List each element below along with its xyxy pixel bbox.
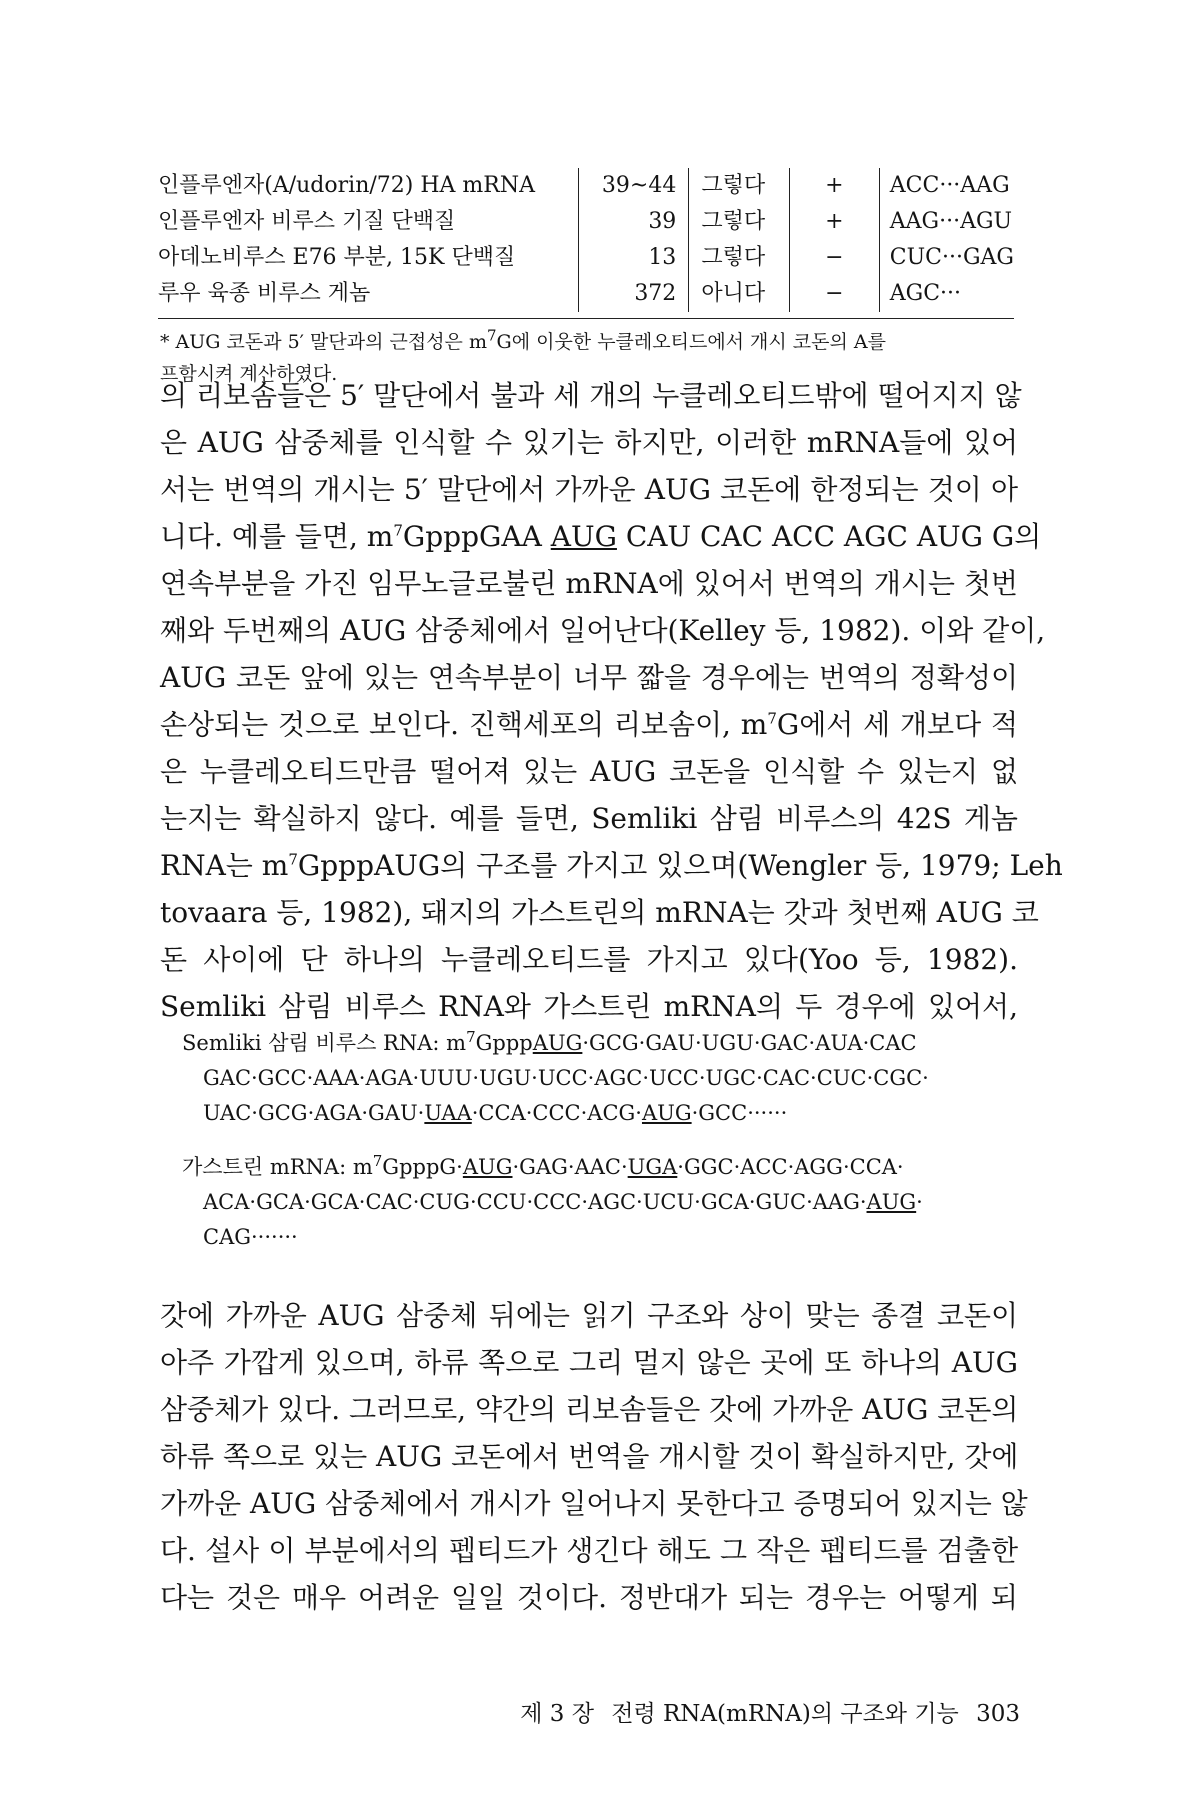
text-run: ACA·GCA·GCA·CAC·CUG·CCU·CCC·AGC·UCU·GCA·GUC·AAG· <box>203 1190 867 1214</box>
text-run: Semliki 삼림 비루스 RNA: m <box>182 1031 467 1055</box>
text-line: 가까운 AUG 삼중체에서 개시가 일어나지 못한다고 증명되어 있지는 않 <box>160 1487 1028 1520</box>
text-run: G에서 세 개보다 적 <box>776 708 1018 741</box>
text-run: GpppG· <box>382 1155 463 1179</box>
table-cell-initiation: − <box>789 276 879 312</box>
table-cell-proximity: 그렇다 <box>689 240 790 276</box>
text-line: 의 리보솜들은 5′ 말단에서 불과 세 개의 누클레오티드밖에 떨어지지 않 <box>160 379 1022 412</box>
table-cell-initiation: − <box>789 240 879 276</box>
table-cell-proximity: 그렇다 <box>689 168 790 204</box>
table-row <box>158 168 1014 204</box>
superscript: 7 <box>486 326 497 345</box>
underlined-codon: AUG <box>532 1031 583 1055</box>
text-run: 니다. 예를 들면, m <box>160 520 394 553</box>
text-line: Semliki 삼림 비루스 RNA와 가스트린 mRNA의 두 경우에 있어서, <box>160 990 1018 1023</box>
underlined-codon: AUG <box>866 1190 917 1214</box>
text-line: 째와 두번째의 AUG 삼중체에서 일어난다(Kelley 등, 1982). 이와 같이, <box>160 614 1046 647</box>
text-run: GpppAUG의 구조를 가지고 있으며(Wengler 등, 1979; Leh <box>297 849 1063 882</box>
chapter-label: 제 3 장 <box>520 1701 594 1727</box>
text-run: ·GAG·AAC· <box>512 1155 628 1179</box>
table-cell-position: 39~44 <box>578 168 689 204</box>
text-run: UAC·GCG·AGA·GAU· <box>203 1101 425 1125</box>
text-line <box>160 513 1042 560</box>
semliki-sequence <box>182 1026 1022 1131</box>
superscript: 7 <box>466 1028 476 1046</box>
text-line: 다. 설사 이 부분에서의 펩티드가 생긴다 해도 그 작은 펩티드를 검출한 <box>160 1534 1018 1567</box>
body-paragraph-1 <box>160 372 1063 1030</box>
text-run: Gppp <box>475 1031 533 1055</box>
text-line: 아주 가깝게 있으며, 하류 쪽으로 그리 멀지 않은 곳에 또 하나의 AUG <box>160 1346 1018 1379</box>
sequence-line: GAC·GCC·AAA·AGA·UUU·UGU·UCC·AGC·UCC·UGC·CAC·CUC·CGC· <box>203 1066 929 1090</box>
table-cell-position: 372 <box>578 276 689 312</box>
table-cell-position: 13 <box>578 240 689 276</box>
text-line: 서는 번역의 개시는 5′ 말단에서 가까운 AUG 코돈에 한정되는 것이 아 <box>160 473 1018 506</box>
text-line: tovaara 등, 1982), 돼지의 가스트린의 mRNA는 갓과 첫번째 AUG 코 <box>160 896 1039 929</box>
body-paragraph-2 <box>160 1292 1028 1621</box>
page-number: 303 <box>976 1701 1020 1727</box>
superscript: 7 <box>767 709 777 728</box>
text-run: GpppGAA <box>402 520 551 553</box>
table-row <box>158 240 1014 276</box>
table-cell-name: 인플루엔자 비루스 기질 단백질 <box>158 209 456 234</box>
table-cell-proximity: 아니다 <box>689 276 790 312</box>
sequence-line: CAG······· <box>203 1225 298 1249</box>
table-cell-name: 아데노비루스 E76 부분, 15K 단백질 <box>158 245 516 270</box>
sequence-line <box>182 1150 1022 1185</box>
superscript: 7 <box>288 850 298 869</box>
footnote-text: G에 이웃한 누클레오티드에서 개시 코돈의 A를 <box>496 331 886 353</box>
text-line: 돈 사이에 단 하나의 누클레오티드를 가지고 있다(Yoo 등, 1982). <box>160 943 1018 976</box>
table-bottom-rule <box>158 318 1014 319</box>
underlined-codon: AUG <box>462 1155 513 1179</box>
footnote-line: 프함시켜 계산하였다. <box>160 363 338 385</box>
footnote-text: * AUG 코돈과 5′ 말단과의 근접성은 m <box>160 331 487 353</box>
table-row <box>158 204 1014 240</box>
text-run: 가스트린 mRNA: m <box>182 1155 373 1179</box>
page-footer <box>400 1695 1020 1728</box>
table-cell-name: 루우 육종 비루스 게놈 <box>158 281 371 306</box>
text-line: 연속부분을 가진 임무노글로불린 mRNA에 있어서 번역의 개시는 첫번 <box>160 567 1018 600</box>
text-run: CAU CAC ACC AGC AUG G의 <box>616 520 1042 553</box>
text-run: ·CCA·CCC·ACG· <box>471 1101 642 1125</box>
text-line: 삼중체가 있다. 그러므로, 약간의 리보솜들은 갓에 가까운 AUG 코돈의 <box>160 1393 1019 1426</box>
table-cell-sequence: AAG···AGU <box>879 204 1014 240</box>
text-line: 은 누클레오티드만큼 떨어져 있는 AUG 코돈을 인식할 수 있는지 없 <box>160 755 1018 788</box>
footnote-line <box>160 326 1020 358</box>
underlined-codon: AUG <box>550 520 617 553</box>
text-run: RNA는 m <box>160 849 289 882</box>
text-line: 다는 것은 매우 어려운 일일 것이다. 정반대가 되는 경우는 어떻게 되 <box>160 1581 1018 1614</box>
table-cell-sequence: AGC··· <box>879 276 1014 312</box>
text-line: 은 AUG 삼중체를 인식할 수 있기는 하지만, 이러한 mRNA들에 있어 <box>160 426 1018 459</box>
mrna-table <box>158 168 1014 312</box>
table-cell-proximity: 그렇다 <box>689 204 790 240</box>
table-row <box>158 276 1014 312</box>
sequence-line <box>182 1096 1022 1131</box>
underlined-codon: UGA <box>627 1155 678 1179</box>
text-run: ·GGC·ACC·AGG·CCA· <box>677 1155 904 1179</box>
text-line: AUG 코돈 앞에 있는 연속부분이 너무 짧을 경우에는 번역의 정확성이 <box>160 661 1018 694</box>
table-cell-name: 인플루엔자(A/udorin/72) HA mRNA <box>158 173 535 198</box>
text-run: ·GCG·GAU·UGU·GAC·AUA·CAC <box>582 1031 917 1055</box>
text-line: 갓에 가까운 AUG 삼중체 뒤에는 읽기 구조와 상이 맞는 종결 코돈이 <box>160 1299 1018 1332</box>
text-line <box>160 842 1063 889</box>
text-line: 는지는 확실하지 않다. 예를 들면, Semliki 삼림 비루스의 42S 게놈 <box>160 802 1018 835</box>
text-run: · <box>916 1190 923 1214</box>
underlined-codon: AUG <box>641 1101 692 1125</box>
chapter-title: 전령 RNA(mRNA)의 구조와 기능 <box>611 1701 959 1727</box>
text-line: 하류 쪽으로 있는 AUG 코돈에서 번역을 개시할 것이 확실하지만, 갓에 <box>160 1440 1019 1473</box>
text-line <box>160 701 1018 748</box>
table-cell-sequence: CUC···GAG <box>879 240 1014 276</box>
superscript: 7 <box>372 1152 383 1170</box>
table-cell-position: 39 <box>578 204 689 240</box>
table-cell-initiation: + <box>789 168 879 204</box>
underlined-codon: UAA <box>424 1101 472 1125</box>
text-run: 손상되는 것으로 보인다. 진핵세포의 리보솜이, m <box>160 708 768 741</box>
sequence-line <box>182 1185 1022 1220</box>
text-run: ·GCC······ <box>691 1101 788 1125</box>
sequence-line <box>182 1026 1022 1061</box>
table-cell-sequence: ACC···AAG <box>879 168 1014 204</box>
gastrin-sequence <box>182 1150 1022 1255</box>
superscript: 7 <box>393 521 403 540</box>
table-cell-initiation: + <box>789 204 879 240</box>
